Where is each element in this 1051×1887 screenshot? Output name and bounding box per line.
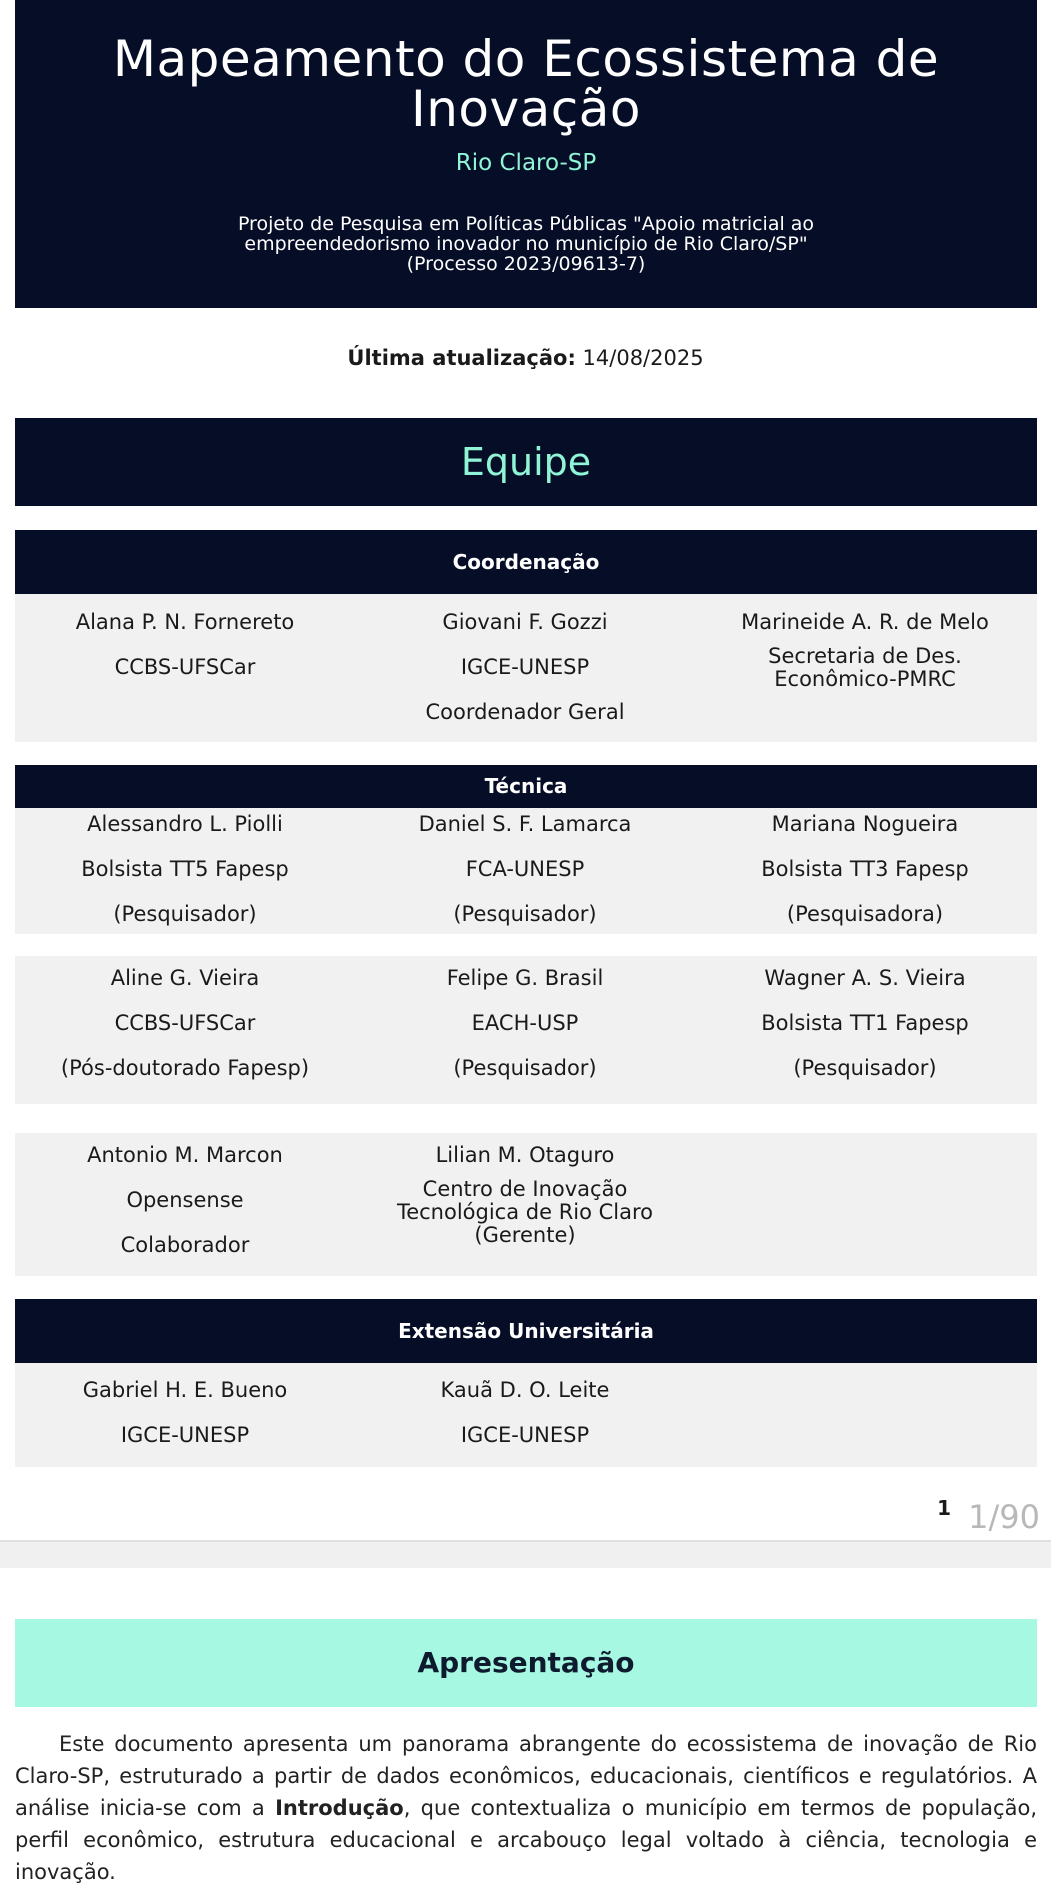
member-role: (Pesquisadora) [786, 902, 944, 926]
member-affiliation: IGCE-UNESP [460, 1423, 590, 1447]
member-name: Lilian M. Otaguro [435, 1143, 615, 1167]
team-member [15, 956, 355, 1091]
member-role: (Pesquisador) [793, 1056, 937, 1080]
team-block-tecnica-row [15, 808, 1037, 934]
team-member [355, 1133, 695, 1247]
member-role: (Pós-doutorado Fapesp) [60, 1056, 310, 1080]
last-updated-label: Última atualização: [347, 346, 576, 370]
team-member [695, 802, 1035, 937]
project-description-line: Projeto de Pesquisa em Políticas Públicas "Apoio matricial ao [237, 213, 815, 235]
member-affiliation: Bolsista TT1 Fapesp [761, 1011, 969, 1035]
member-name: Alessandro L. Piolli [87, 812, 283, 836]
team-member [15, 1368, 355, 1458]
member-name: Antonio M. Marcon [87, 1143, 283, 1167]
member-affiliation: Bolsista TT3 Fapesp [761, 857, 969, 881]
header-banner [15, 0, 1037, 308]
project-description-line: empreendedorismo inovador no município de Rio Claro/SP" [244, 233, 808, 255]
member-affiliation: IGCE-UNESP [120, 1423, 250, 1447]
apresentacao-text: , que contextualiza o município em termos de população, perfil econômico, estrutura educacional e arcabouço legal voltado à ciência, tecnologia e inovação. [15, 1796, 1037, 1884]
document-title [15, 30, 1037, 138]
member-name: Wagner A. S. Vieira [764, 966, 966, 990]
member-affiliation: CCBS-UFSCar [114, 1011, 256, 1035]
section-title-equipe: Equipe [15, 418, 1037, 506]
team-member [695, 956, 1035, 1091]
member-name: Daniel S. F. Lamarca [418, 812, 632, 836]
team-member [15, 802, 355, 937]
member-name: Giovani F. Gozzi [442, 610, 608, 634]
member-name: Felipe G. Brasil [446, 966, 604, 990]
apresentacao-text: Este documento apresenta um panorama abrangente do ecossistema de inovação de Rio Claro-SP, estruturado a partir de dados econômicos, educacionais, científicos e regulatórios. A análise inicia-se com a [15, 1732, 1037, 1820]
group-header-coordenacao: Coordenação [15, 530, 1037, 594]
section-title-apresentacao: Apresentação [15, 1619, 1037, 1707]
page-divider [0, 1540, 1051, 1568]
team-block-coordenacao [15, 594, 1037, 742]
team-member [355, 956, 695, 1091]
group-header-extensao: Extensão Universitária [15, 1299, 1037, 1363]
member-affiliation: IGCE-UNESP [460, 655, 590, 679]
member-affiliation: FCA-UNESP [465, 857, 585, 881]
member-name: Marineide A. R. de Melo [741, 610, 989, 634]
page-counter: 1/90 [968, 1498, 1040, 1536]
last-updated [0, 346, 1051, 370]
apresentacao-paragraph [15, 1728, 1037, 1887]
member-role: (Pesquisador) [453, 1056, 597, 1080]
team-member [15, 1133, 355, 1268]
team-block-tecnica-row [15, 1133, 1037, 1276]
member-name: Aline G. Vieira [110, 966, 260, 990]
project-description [15, 214, 1037, 274]
team-member [355, 600, 695, 735]
project-process-number: (Processo 2023/09613-7) [406, 253, 646, 275]
member-affiliation: Bolsista TT5 Fapesp [81, 857, 289, 881]
member-role: Colaborador [120, 1233, 250, 1257]
member-affiliation: Opensense [126, 1188, 244, 1212]
document-title-text: Mapeamento do Ecossistema de Inovação [112, 30, 940, 138]
last-updated-date: 14/08/2025 [582, 346, 704, 370]
member-name: Alana P. N. Fornereto [75, 610, 295, 634]
member-affiliation: EACH-USP [471, 1011, 579, 1035]
member-name: Mariana Nogueira [771, 812, 959, 836]
member-role: (Pesquisador) [453, 902, 597, 926]
group-header-tecnica: Técnica [15, 765, 1037, 808]
member-role: (Pesquisador) [113, 902, 257, 926]
team-member [695, 600, 1035, 691]
member-affiliation: CCBS-UFSCar [114, 655, 256, 679]
city-subtitle: Rio Claro-SP [455, 150, 597, 176]
member-name: Kauã D. O. Leite [440, 1378, 610, 1402]
member-affiliation: Secretaria de Des. Econômico-PMRC [768, 644, 962, 691]
team-member [15, 600, 355, 690]
member-affiliation: Centro de Inovação Tecnológica de Rio Claro (Gerente) [396, 1177, 654, 1247]
page-number: 1 [937, 1496, 951, 1520]
member-name: Gabriel H. E. Bueno [82, 1378, 288, 1402]
team-block-extensao [15, 1363, 1037, 1467]
apresentacao-bold-term: Introdução [275, 1796, 404, 1820]
member-role: Coordenador Geral [425, 700, 625, 724]
team-member [355, 802, 695, 937]
team-block-tecnica-row [15, 956, 1037, 1104]
team-member [355, 1368, 695, 1458]
